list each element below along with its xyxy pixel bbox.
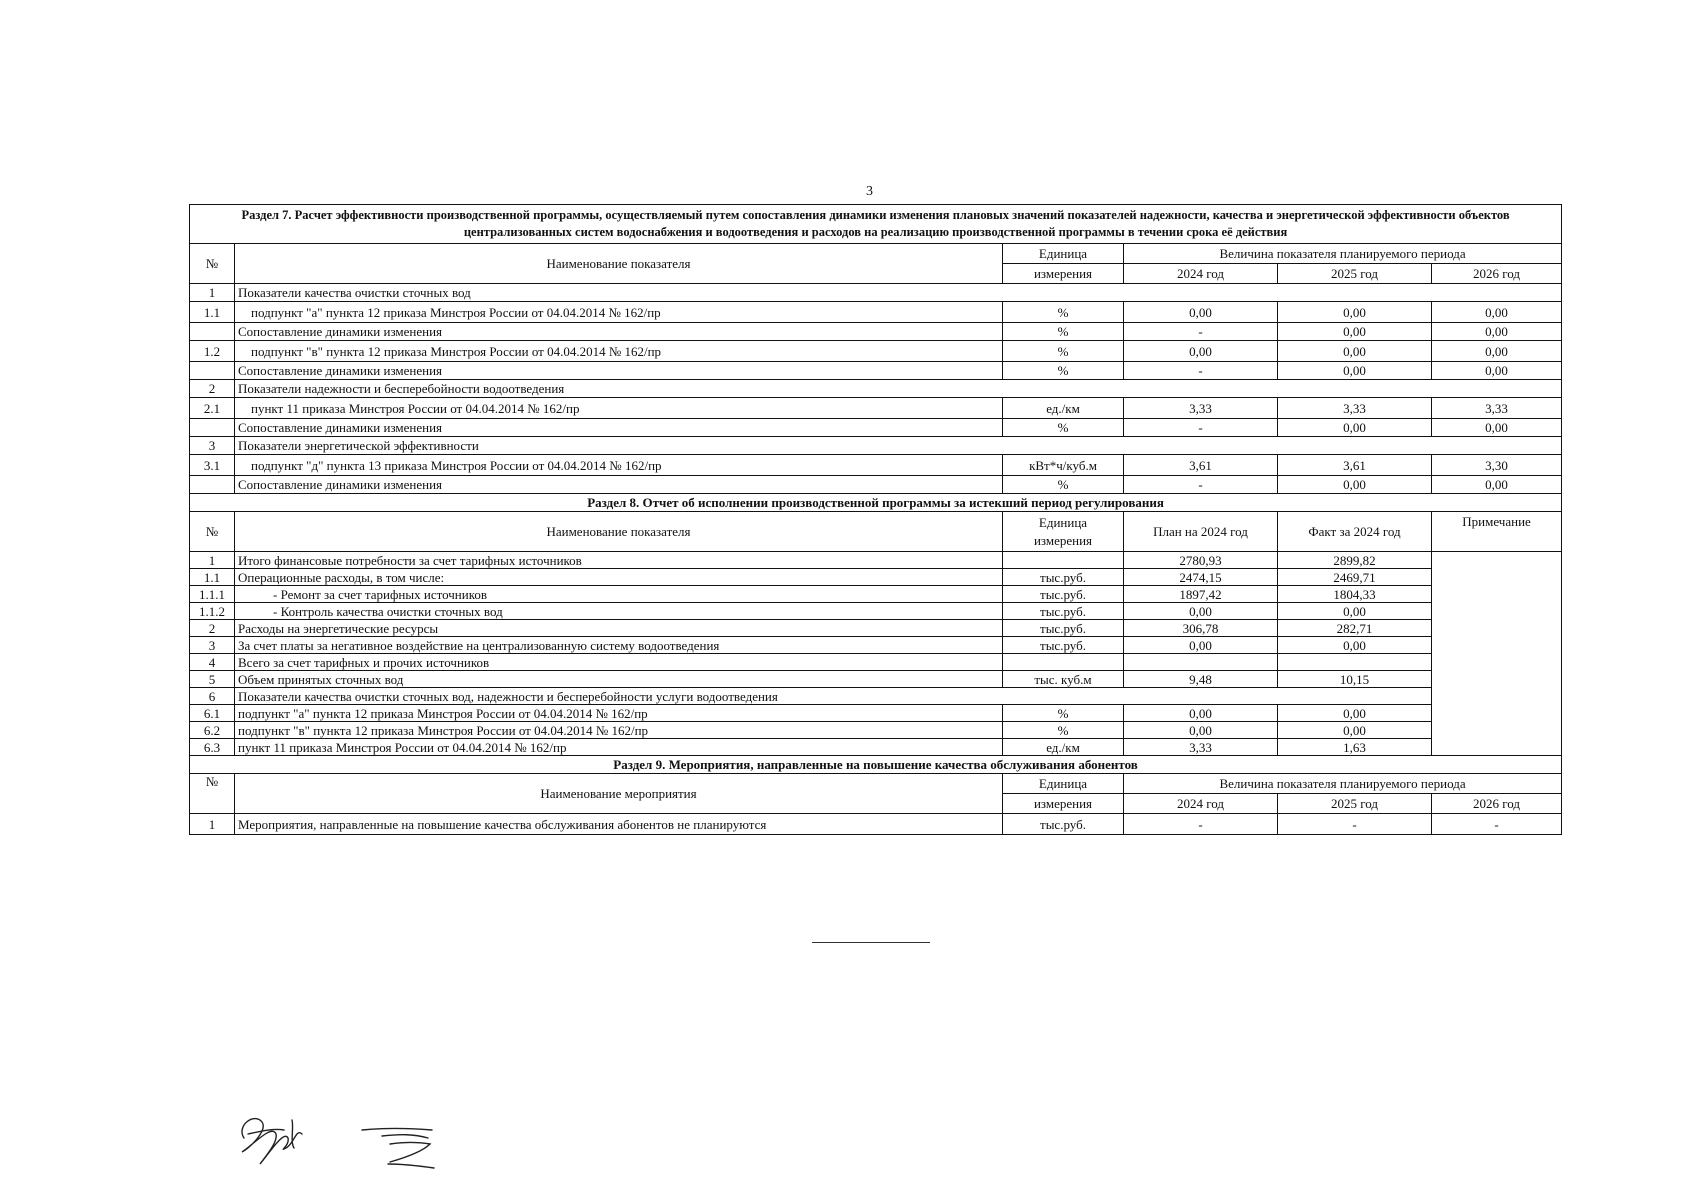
row-fact: 2899,82 <box>1278 552 1432 569</box>
row-value-2025: 0,00 <box>1278 323 1432 341</box>
row-plan: 2780,93 <box>1124 552 1278 569</box>
row-value-2025: - <box>1278 814 1432 835</box>
table-row <box>190 620 1562 637</box>
row-number: 3 <box>190 637 235 654</box>
table-row <box>190 654 1562 671</box>
row-number: 4 <box>190 654 235 671</box>
row-number: 1.1.1 <box>190 586 235 603</box>
table-row <box>190 437 1562 455</box>
row-value-2025: 0,00 <box>1278 476 1432 494</box>
row-unit: % <box>1003 419 1124 437</box>
row-value-2026: 0,00 <box>1432 323 1562 341</box>
row-name: Сопоставление динамики изменения <box>235 476 1003 494</box>
row-name: Показатели надежности и бесперебойности водоотведения <box>235 380 1562 398</box>
signature-2 <box>362 1129 434 1169</box>
section-9-title: Раздел 9. Мероприятия, направленные на повышение качества обслуживания абонентов <box>190 756 1562 774</box>
row-name: пункт 11 приказа Минстроя России от 04.04.2014 № 162/пр <box>235 398 1003 419</box>
row-value-2024: - <box>1124 362 1278 380</box>
row-value-2026: 0,00 <box>1432 302 1562 323</box>
header-num: № <box>190 774 235 814</box>
row-number: 1 <box>190 284 235 302</box>
row-unit: % <box>1003 323 1124 341</box>
row-value-2024: 3,33 <box>1124 398 1278 419</box>
row-fact <box>1278 654 1432 671</box>
row-number: 6.2 <box>190 722 235 739</box>
row-name: Расходы на энергетические ресурсы <box>235 620 1003 637</box>
row-number: 1.1.2 <box>190 603 235 620</box>
row-plan: 9,48 <box>1124 671 1278 688</box>
row-unit: ед./км <box>1003 739 1124 756</box>
table-row <box>190 671 1562 688</box>
row-name: подпункт "в" пункта 12 приказа Минстроя России от 04.04.2014 № 162/пр <box>235 341 1003 362</box>
table-row <box>190 380 1562 398</box>
signature-1 <box>242 1119 302 1164</box>
row-number <box>190 476 235 494</box>
header-period: Величина показателя планируемого периода <box>1124 244 1562 264</box>
row-unit: тыс.руб. <box>1003 569 1124 586</box>
row-name: Сопоставление динамики изменения <box>235 362 1003 380</box>
row-value-2026: 0,00 <box>1432 341 1562 362</box>
document-body <box>189 204 1561 835</box>
row-value-2026: 0,00 <box>1432 419 1562 437</box>
header-year-2025: 2025 год <box>1278 794 1432 814</box>
footer-rule <box>812 942 930 943</box>
page-number: 3 <box>866 184 873 199</box>
row-name: подпункт "а" пункта 12 приказа Минстроя России от 04.04.2014 № 162/пр <box>235 705 1003 722</box>
table-row <box>190 586 1562 603</box>
row-fact: 2469,71 <box>1278 569 1432 586</box>
table-row <box>190 455 1562 476</box>
section-8-title: Раздел 8. Отчет об исполнении производственной программы за истекший период регулирования <box>190 494 1562 512</box>
row-unit: тыс.руб. <box>1003 586 1124 603</box>
row-number: 1 <box>190 552 235 569</box>
row-fact: 0,00 <box>1278 705 1432 722</box>
row-name: подпункт "в" пункта 12 приказа Минстроя России от 04.04.2014 № 162/пр <box>235 722 1003 739</box>
row-unit: тыс. куб.м <box>1003 671 1124 688</box>
row-number: 1.2 <box>190 341 235 362</box>
row-fact: 1,63 <box>1278 739 1432 756</box>
header-num: № <box>190 512 235 552</box>
row-plan: 0,00 <box>1124 722 1278 739</box>
row-unit: % <box>1003 341 1124 362</box>
row-name: Операционные расходы, в том числе: <box>235 569 1003 586</box>
row-unit <box>1003 552 1124 569</box>
row-value-2024: 0,00 <box>1124 302 1278 323</box>
row-number: 6.3 <box>190 739 235 756</box>
row-number: 3 <box>190 437 235 455</box>
row-name: Сопоставление динамики изменения <box>235 419 1003 437</box>
row-value-2026: 3,30 <box>1432 455 1562 476</box>
header-num: № <box>190 244 235 284</box>
row-number <box>190 419 235 437</box>
row-name: пункт 11 приказа Минстроя России от 04.04.2014 № 162/пр <box>235 739 1003 756</box>
header-unit-line1: Единица <box>1038 514 1088 530</box>
row-name: Всего за счет тарифных и прочих источников <box>235 654 1003 671</box>
section-9-rows <box>190 814 1562 835</box>
header-unit-line1: Единица <box>1003 774 1124 794</box>
row-unit: тыс.руб. <box>1003 620 1124 637</box>
table-row <box>190 362 1562 380</box>
header-fact: Факт за 2024 год <box>1278 512 1432 552</box>
header-name: Наименование показателя <box>235 244 1003 284</box>
table-row <box>190 814 1562 835</box>
row-unit <box>1003 654 1124 671</box>
header-year-2025: 2025 год <box>1278 264 1432 284</box>
section-7 <box>190 205 1562 284</box>
header-name: Наименование показателя <box>235 512 1003 552</box>
table-row <box>190 637 1562 654</box>
row-value-2025: 0,00 <box>1278 341 1432 362</box>
row-name: подпункт "а" пункта 12 приказа Минстроя России от 04.04.2014 № 162/пр <box>235 302 1003 323</box>
row-unit: ед./км <box>1003 398 1124 419</box>
header-unit-line2: измерения <box>1033 532 1093 548</box>
row-number: 5 <box>190 671 235 688</box>
row-fact: 10,15 <box>1278 671 1432 688</box>
row-value-2025: 0,00 <box>1278 302 1432 323</box>
row-name: Объем принятых сточных вод <box>235 671 1003 688</box>
header-note: Примечание <box>1432 512 1562 552</box>
row-fact: 0,00 <box>1278 722 1432 739</box>
row-number: 2 <box>190 380 235 398</box>
header-unit-line2: измерения <box>1003 264 1124 284</box>
row-unit: % <box>1003 302 1124 323</box>
row-value-2026: 0,00 <box>1432 476 1562 494</box>
row-plan: 306,78 <box>1124 620 1278 637</box>
row-value-2025: 3,33 <box>1278 398 1432 419</box>
row-unit: кВт*ч/куб.м <box>1003 455 1124 476</box>
table-row <box>190 705 1562 722</box>
table-row <box>190 419 1562 437</box>
row-plan: 3,33 <box>1124 739 1278 756</box>
row-value-2026: - <box>1432 814 1562 835</box>
row-value-2024: - <box>1124 476 1278 494</box>
table-row <box>190 569 1562 586</box>
row-fact: 0,00 <box>1278 603 1432 620</box>
table-row <box>190 722 1562 739</box>
row-plan: 0,00 <box>1124 705 1278 722</box>
section-8 <box>190 494 1562 552</box>
row-unit: % <box>1003 722 1124 739</box>
report-table <box>189 204 1562 835</box>
row-name: Итого финансовые потребности за счет тарифных источников <box>235 552 1003 569</box>
row-number: 6.1 <box>190 705 235 722</box>
table-row <box>190 323 1562 341</box>
row-name: Показатели энергетической эффективности <box>235 437 1562 455</box>
section-7-title: Раздел 7. Расчет эффективности производственной программы, осуществляемый путем сопоставления динамики изменения плановых значений показателей надежности, качества и энергетической эффективности объектов централизованных систем водоснабжения и водоотведения и расходов на реализацию производственной программы в течении срока её действия <box>190 205 1562 244</box>
section-9 <box>190 756 1562 814</box>
row-name: Показатели качества очистки сточных вод, надежности и бесперебойности услуги водоотведения <box>235 688 1432 705</box>
row-name: - Ремонт за счет тарифных источников <box>235 586 1003 603</box>
row-number: 6 <box>190 688 235 705</box>
row-unit: % <box>1003 362 1124 380</box>
row-name: За счет платы за негативное воздействие на централизованную систему водоотведения <box>235 637 1003 654</box>
row-fact: 282,71 <box>1278 620 1432 637</box>
row-fact: 0,00 <box>1278 637 1432 654</box>
header-unit-line2: измерения <box>1003 794 1124 814</box>
table-row <box>190 688 1562 705</box>
row-number <box>190 362 235 380</box>
header-year-2026: 2026 год <box>1432 794 1562 814</box>
row-unit: тыс.руб. <box>1003 637 1124 654</box>
row-value-2026: 3,33 <box>1432 398 1562 419</box>
row-number: 2.1 <box>190 398 235 419</box>
table-row <box>190 739 1562 756</box>
row-number: 1.1 <box>190 569 235 586</box>
table-row <box>190 398 1562 419</box>
table-row <box>190 552 1562 569</box>
header-plan: План на 2024 год <box>1124 512 1278 552</box>
table-row <box>190 476 1562 494</box>
row-name: Сопоставление динамики изменения <box>235 323 1003 341</box>
section-7-rows <box>190 284 1562 494</box>
row-plan: 0,00 <box>1124 603 1278 620</box>
header-name: Наименование мероприятия <box>235 774 1003 814</box>
signatures <box>232 1108 472 1178</box>
row-value-2025: 0,00 <box>1278 419 1432 437</box>
table-row <box>190 341 1562 362</box>
row-fact: 1804,33 <box>1278 586 1432 603</box>
row-plan: 1897,42 <box>1124 586 1278 603</box>
header-period: Величина показателя планируемого периода <box>1124 774 1562 794</box>
row-number: 1.1 <box>190 302 235 323</box>
row-name: - Контроль качества очистки сточных вод <box>235 603 1003 620</box>
row-plan: 2474,15 <box>1124 569 1278 586</box>
table-row <box>190 284 1562 302</box>
row-value-2024: - <box>1124 323 1278 341</box>
header-unit-line1: Единица <box>1003 244 1124 264</box>
row-plan <box>1124 654 1278 671</box>
row-unit: % <box>1003 705 1124 722</box>
row-value-2024: 3,61 <box>1124 455 1278 476</box>
table-row <box>190 302 1562 323</box>
row-value-2026: 0,00 <box>1432 362 1562 380</box>
row-unit: тыс.руб. <box>1003 814 1124 835</box>
row-number: 3.1 <box>190 455 235 476</box>
row-number: 1 <box>190 814 235 835</box>
row-unit: % <box>1003 476 1124 494</box>
table-row <box>190 603 1562 620</box>
row-plan: 0,00 <box>1124 637 1278 654</box>
row-number <box>190 323 235 341</box>
header-year-2024: 2024 год <box>1124 264 1278 284</box>
row-value-2024: - <box>1124 814 1278 835</box>
row-unit: тыс.руб. <box>1003 603 1124 620</box>
row-number: 2 <box>190 620 235 637</box>
header-year-2026: 2026 год <box>1432 264 1562 284</box>
header-year-2024: 2024 год <box>1124 794 1278 814</box>
row-name: Мероприятия, направленные на повышение качества обслуживания абонентов не планируются <box>235 814 1003 835</box>
row-value-2025: 3,61 <box>1278 455 1432 476</box>
section-8-rows <box>190 552 1562 756</box>
row-note <box>1432 552 1562 756</box>
row-name: подпункт "д" пункта 13 приказа Минстроя России от 04.04.2014 № 162/пр <box>235 455 1003 476</box>
row-value-2024: 0,00 <box>1124 341 1278 362</box>
header-unit <box>1003 512 1124 552</box>
row-value-2024: - <box>1124 419 1278 437</box>
row-value-2025: 0,00 <box>1278 362 1432 380</box>
row-name: Показатели качества очистки сточных вод <box>235 284 1562 302</box>
